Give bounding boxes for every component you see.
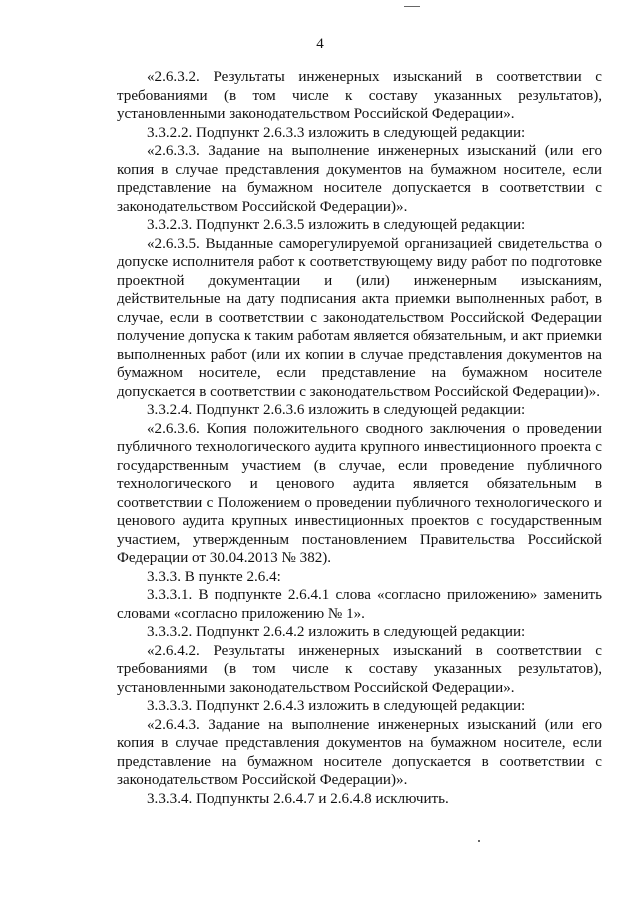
paragraph-quote-2-6-4-3: «2.6.4.3. Задание на выполнение инженерных изысканий (или его копия в случае представления документов на бумажном носителе, если представление на бумажном носителе допускается в соответствии с законодательством Российской Федерации)». [117, 716, 602, 788]
document-body [117, 68, 602, 808]
paragraph-quote-2-6-4-2: «2.6.4.2. Результаты инженерных изысканий в соответствии с требованиями (в том числе к составу указанных результатов), установленными законодательством Российской Федерации». [117, 642, 602, 696]
paragraph-3-3-2-3: 3.3.2.3. Подпункт 2.6.3.5 изложить в следующей редакции: [147, 217, 526, 233]
paragraph-quote-2-6-3-5: «2.6.3.5. Выданные саморегулируемой организацией свидетельства о допуске исполнителя работ к соответствующему виду работ по подготовке проектной документации и (или) инженерным изысканиям, действительные на дату подписания акта приемки выполненных работ, в случае, если в соответствии с законодательством Российской Федерации получение допуска к таким работам является обязательным, и акт приемки выполненных работ (или их копии в случае представления документов на бумажном носителе, если представление на бумажном носителе допускается в соответствии с законодательством Российской Федерации)». [117, 235, 602, 400]
paragraph-quote-2-6-3-3: «2.6.3.3. Задание на выполнение инженерных изысканий (или его копия в случае представления документов на бумажном носителе, если представление на бумажном носителе допускается в соответствии с законодательством Российской Федерации)». [117, 143, 602, 215]
paragraph-3-3-3-3: 3.3.3.3. Подпункт 2.6.4.3 изложить в следующей редакции: [147, 698, 526, 714]
paragraph-3-3-3-4: 3.3.3.4. Подпункты 2.6.4.7 и 2.6.4.8 исключить. [147, 790, 449, 807]
paragraph-3-3-3-2: 3.3.3.2. Подпункт 2.6.4.2 изложить в следующей редакции: [147, 624, 526, 640]
paragraph-quote-2-6-3-2: «2.6.3.2. Результаты инженерных изысканий в соответствии с требованиями (в том числе к составу указанных результатов), установленными законодательством Российской Федерации». [117, 69, 602, 122]
paragraph-3-3-2-2: 3.3.2.2. Подпункт 2.6.3.3 изложить в следующей редакции: [147, 124, 526, 141]
paragraph-3-3-2-4: 3.3.2.4. Подпункт 2.6.3.6 изложить в следующей редакции: [147, 402, 526, 418]
paragraph-3-3-3: 3.3.3. В пункте 2.6.4: [147, 568, 281, 585]
paragraph-quote-2-6-3-6: «2.6.3.6. Копия положительного сводного заключения о проведении публичного технологического аудита крупного инвестиционного проекта с государственным участием (в случае, если проведение публичного технологического и ценового аудита является обязательным в соответствии с Положением о проведении публичного технологического и ценового аудита крупных инвестиционных проектов с государственным участием, утвержденным постановлением Правительства Российской Федерации от 30.04.2013 № 382). [117, 420, 602, 566]
page-number: 4 [316, 36, 324, 52]
scan-artifact [404, 6, 420, 7]
scan-artifact [478, 840, 480, 842]
paragraph-3-3-3-1: 3.3.3.1. В подпункте 2.6.4.1 слова «согласно приложению» заменить словами «согласно приложению № 1». [117, 587, 602, 622]
